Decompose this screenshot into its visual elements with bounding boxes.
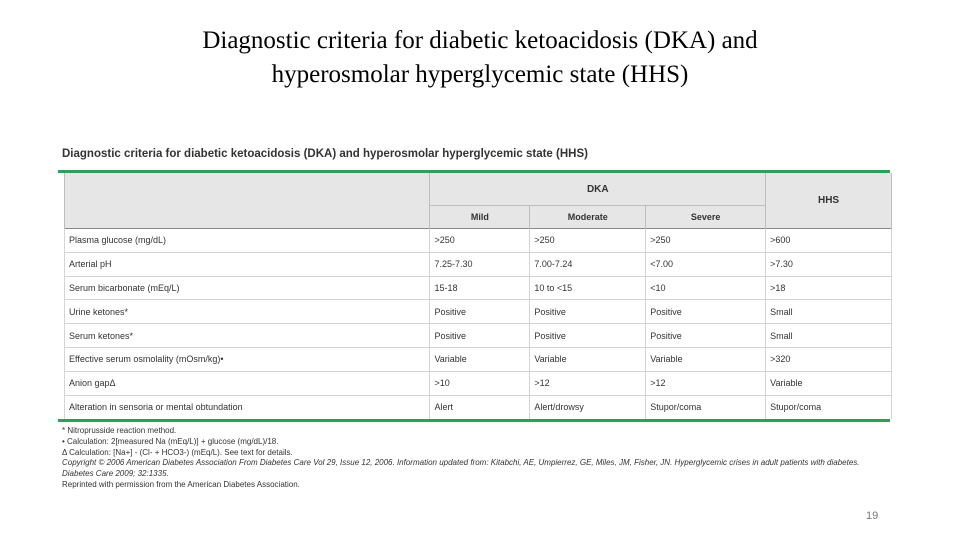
cell-mild: Positive <box>430 324 530 348</box>
header-moderate: Moderate <box>530 206 646 229</box>
cell-hhs: Variable <box>766 371 892 395</box>
cell-moderate: >250 <box>530 229 646 253</box>
table-header-row <box>65 173 892 206</box>
row-label: Arterial pH <box>65 252 430 276</box>
cell-hhs: >320 <box>766 347 892 371</box>
cell-hhs: >600 <box>766 229 892 253</box>
cell-severe: >12 <box>646 371 766 395</box>
header-hhs: HHS <box>766 173 892 229</box>
cell-hhs: Small <box>766 300 892 324</box>
footnote-osmolality-calc: • Calculation: 2[measured Na (mEq/L)] + glucose (mg/dL)/18. <box>62 436 279 446</box>
table-row <box>65 324 892 348</box>
cell-moderate: Positive <box>530 324 646 348</box>
page-number: 19 <box>866 510 879 522</box>
header-dka: DKA <box>430 173 766 206</box>
cell-severe: Positive <box>646 300 766 324</box>
footnote-nitroprusside: * Nitroprusside reaction method. <box>62 426 177 435</box>
cell-moderate: 10 to <15 <box>530 276 646 300</box>
cell-mild: Alert <box>430 395 530 419</box>
slide-title <box>0 24 960 92</box>
row-label: Urine ketones* <box>65 300 430 324</box>
cell-severe: <10 <box>646 276 766 300</box>
cell-severe: <7.00 <box>646 252 766 276</box>
header-severe: Severe <box>646 206 766 229</box>
footnote-copyright: Copyright © 2006 American Diabetes Association From Diabetes Care Vol 29, Issue 12, 2006. Information updated from: Kitabchi, AE, Umpierrez, GE, Miles, JM, Fisher, JN. Hyperglycemic crises in adult patients with diabetes. Diabetes Care 2009; 32:1335. <box>62 458 860 479</box>
table-row <box>65 347 892 371</box>
row-label: Plasma glucose (mg/dL) <box>65 229 430 253</box>
cell-moderate: Alert/drowsy <box>530 395 646 419</box>
cell-moderate: Variable <box>530 347 646 371</box>
criteria-table <box>64 173 892 419</box>
header-blank-cell <box>65 173 430 229</box>
slide-title-line-2: hyperosmolar hyperglycemic state (HHS) <box>271 61 689 88</box>
cell-mild: 15-18 <box>430 276 530 300</box>
cell-severe: Variable <box>646 347 766 371</box>
table-row <box>65 252 892 276</box>
footnotes <box>62 426 882 491</box>
footnote-anion-gap-calc: Δ Calculation: [Na+] - (Cl- + HCO3-) (mEq/L). See text for details. <box>62 447 293 457</box>
row-label: Serum bicarbonate (mEq/L) <box>65 276 430 300</box>
table-row <box>65 371 892 395</box>
cell-mild: Variable <box>430 347 530 371</box>
cell-mild: Positive <box>430 300 530 324</box>
table-row <box>65 300 892 324</box>
figure-title: Diagnostic criteria for diabetic ketoacidosis (DKA) and hyperosmolar hyperglycemic state (HHS) <box>62 148 588 160</box>
cell-severe: >250 <box>646 229 766 253</box>
cell-moderate: Positive <box>530 300 646 324</box>
cell-moderate: 7.00-7.24 <box>530 252 646 276</box>
cell-mild: >250 <box>430 229 530 253</box>
cell-hhs: >18 <box>766 276 892 300</box>
table-row <box>65 395 892 419</box>
cell-severe: Stupor/coma <box>646 395 766 419</box>
slide-title-line-1: Diagnostic criteria for diabetic ketoacidosis (DKA) and <box>202 27 758 54</box>
cell-mild: >10 <box>430 371 530 395</box>
row-label: Anion gapΔ <box>65 371 430 395</box>
cell-hhs: Small <box>766 324 892 348</box>
table-row <box>65 229 892 253</box>
cell-hhs: >7.30 <box>766 252 892 276</box>
footnote-reprint: Reprinted with permission from the American Diabetes Association. <box>62 479 300 489</box>
row-label: Alteration in sensoria or mental obtundation <box>65 395 430 419</box>
cell-hhs: Stupor/coma <box>766 395 892 419</box>
cell-mild: 7.25-7.30 <box>430 252 530 276</box>
cell-moderate: >12 <box>530 371 646 395</box>
row-label: Effective serum osmolality (mOsm/kg)• <box>65 347 430 371</box>
row-label: Serum ketones* <box>65 324 430 348</box>
header-mild: Mild <box>430 206 530 229</box>
table-row <box>65 276 892 300</box>
cell-severe: Positive <box>646 324 766 348</box>
criteria-table-container <box>58 170 890 422</box>
